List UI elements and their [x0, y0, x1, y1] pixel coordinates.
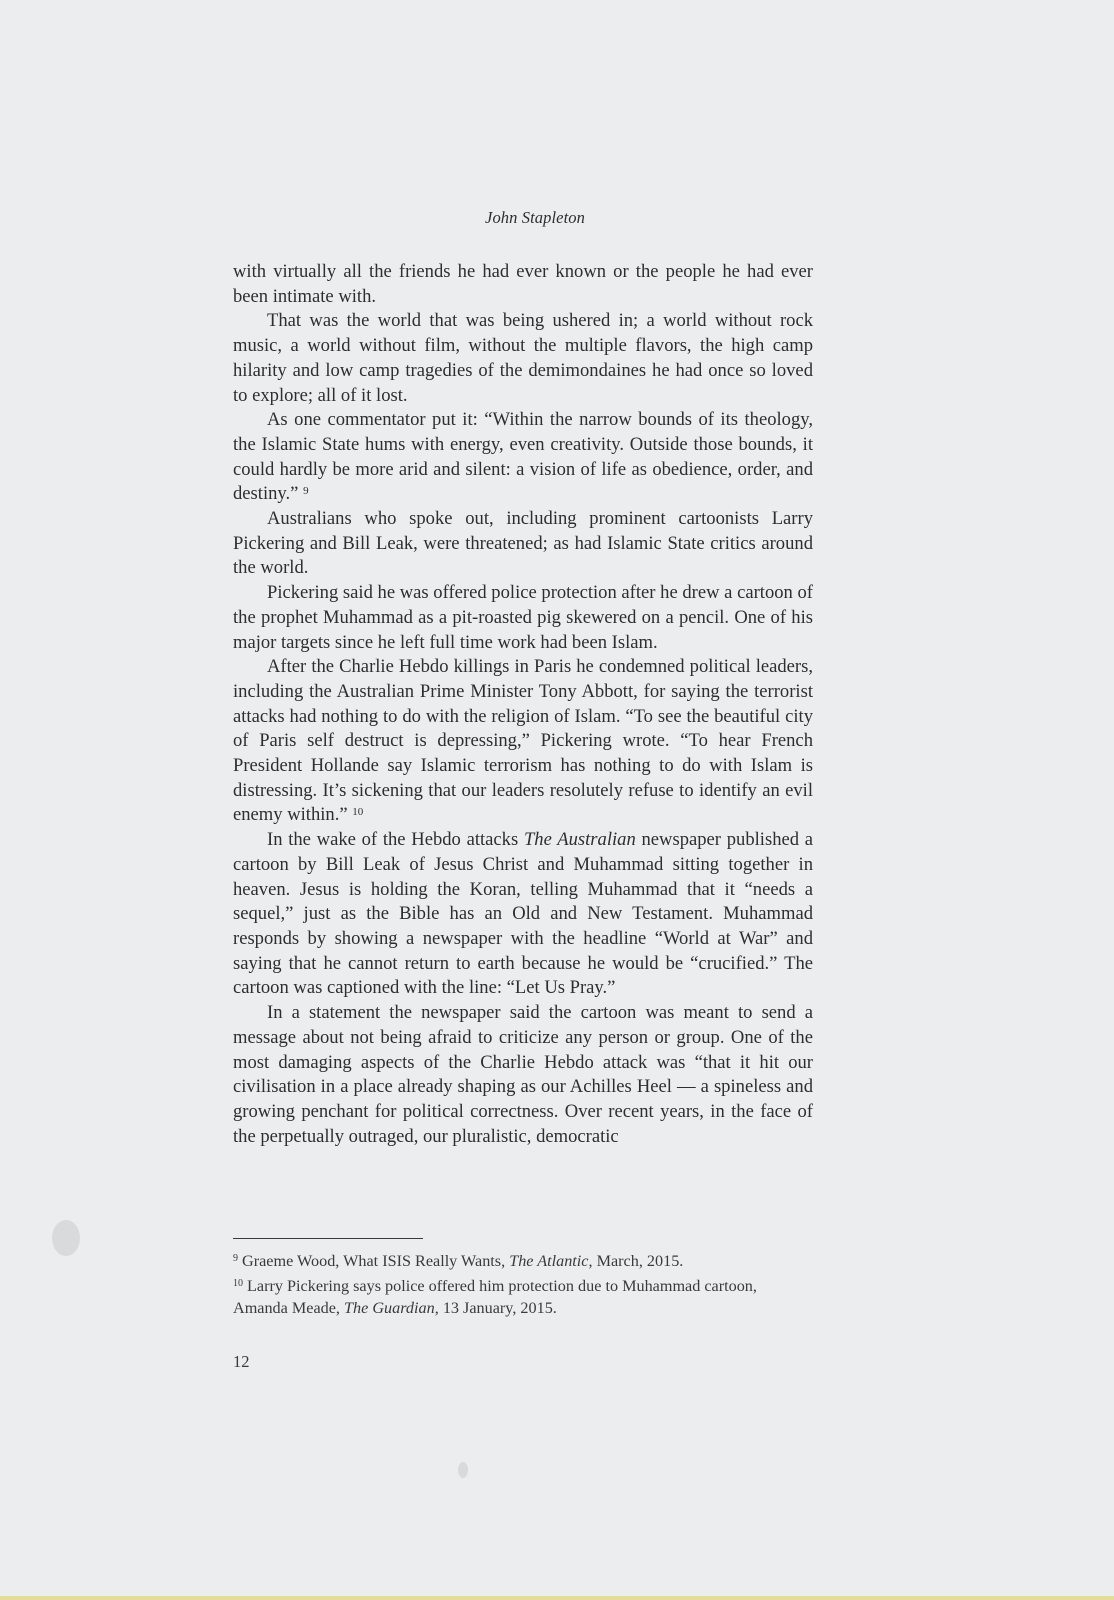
paragraph [233, 581, 813, 655]
page-number: 12 [233, 1352, 250, 1371]
footnote-ref: 9 [233, 1253, 238, 1264]
scan-smudge [458, 1462, 468, 1478]
paragraph [233, 507, 813, 581]
text-run: In the wake of the Hebdo attacks [267, 829, 524, 851]
footnote-ref: 10 [233, 1277, 243, 1289]
scan-smudge [52, 1220, 80, 1256]
scan-edge [0, 1596, 1114, 1600]
body-text [233, 260, 813, 1149]
text-run: As one commentator put it: “Within the narrow bounds of its theology, the Islamic State hums with energy, even creativity. Outside those bounds, it could hardly be more arid and silent: a vision of life as obedience, order, and destiny.” [233, 409, 813, 505]
text-run: Larry Pickering says police offered him protection due to Muhammad cartoon, Amanda Meade, [233, 1276, 757, 1317]
text-run: Graeme Wood, What ISIS Really Wants, [238, 1252, 510, 1270]
italic-title: The Atlantic [509, 1252, 589, 1270]
text-run: After the Charlie Hebdo killings in Paris he condemned political leaders, including the Australian Prime Minister Tony Abbott, for saying the terrorist attacks had nothing to do with the religion of Islam. “To see the beautiful city of Paris self destruct is depressing,” Pickering wrote. “To hear French President Hollande say Islamic terrorism has nothing to do with Islam is distressing. It’s sickening that our leaders resolutely refuse to identify an evil enemy within.” [233, 656, 813, 826]
italic-title: The Australian [523, 829, 636, 851]
italic-title: The Guardian [344, 1299, 435, 1317]
footnote-rule [233, 1238, 423, 1239]
text-run: newspaper published a cartoon by Bill Leak of Jesus Christ and Muhammad sitting together in heaven. Jesus is holding the Koran, telling Muhammad that it “needs a sequel,” just as the Bible has an Old and New Testament. Muhammad responds by showing a newspaper with the headline “World at War” and saying that he cannot return to earth because he would be “crucified.” The cartoon was captioned with the line: “Let Us Pray.” [233, 829, 814, 999]
footnote-ref: 9 [303, 485, 309, 498]
text-run: , March, 2015. [588, 1252, 684, 1270]
paragraph [233, 828, 813, 1001]
text-run: Pickering said he was offered police protection after he drew a cartoon of the prophet Muhammad as a pit-roasted pig skewered on a pencil. One of his major targets since he left full time work had been Islam. [233, 582, 813, 653]
footnote [233, 1275, 813, 1320]
paragraph [233, 408, 813, 507]
footnote-ref: 10 [352, 806, 364, 819]
footnote [233, 1250, 813, 1273]
text-run: with virtually all the friends he had ever known or the people he had ever been intimate with. [233, 261, 813, 307]
text-run: Australians who spoke out, including prominent cartoonists Larry Pickering and Bill Leak, were threatened; as had Islamic State critics around the world. [233, 508, 813, 579]
paragraph [233, 260, 813, 309]
paragraph [233, 309, 813, 408]
footnotes [233, 1250, 813, 1322]
paragraph [233, 1001, 813, 1149]
text-run: In a statement the newspaper said the cartoon was meant to send a message about not being afraid to criticize any person or group. One of the most damaging aspects of the Charlie Hebdo attack was “that it hit our civilisation in a place already shaping as our Achilles Heel — a spineless and growing penchant for political correctness. Over recent years, in the face of the perpetually outraged, our pluralistic, democratic [233, 1002, 813, 1147]
text-run: That was the world that was being ushered in; a world without rock music, a world without film, without the multiple flavors, the high camp hilarity and low camp tragedies of the demimondaines he had once so loved to explore; all of it lost. [233, 310, 813, 406]
text-run: , 13 January, 2015. [434, 1299, 557, 1317]
running-head: John Stapleton [485, 208, 585, 227]
paragraph [233, 655, 813, 828]
